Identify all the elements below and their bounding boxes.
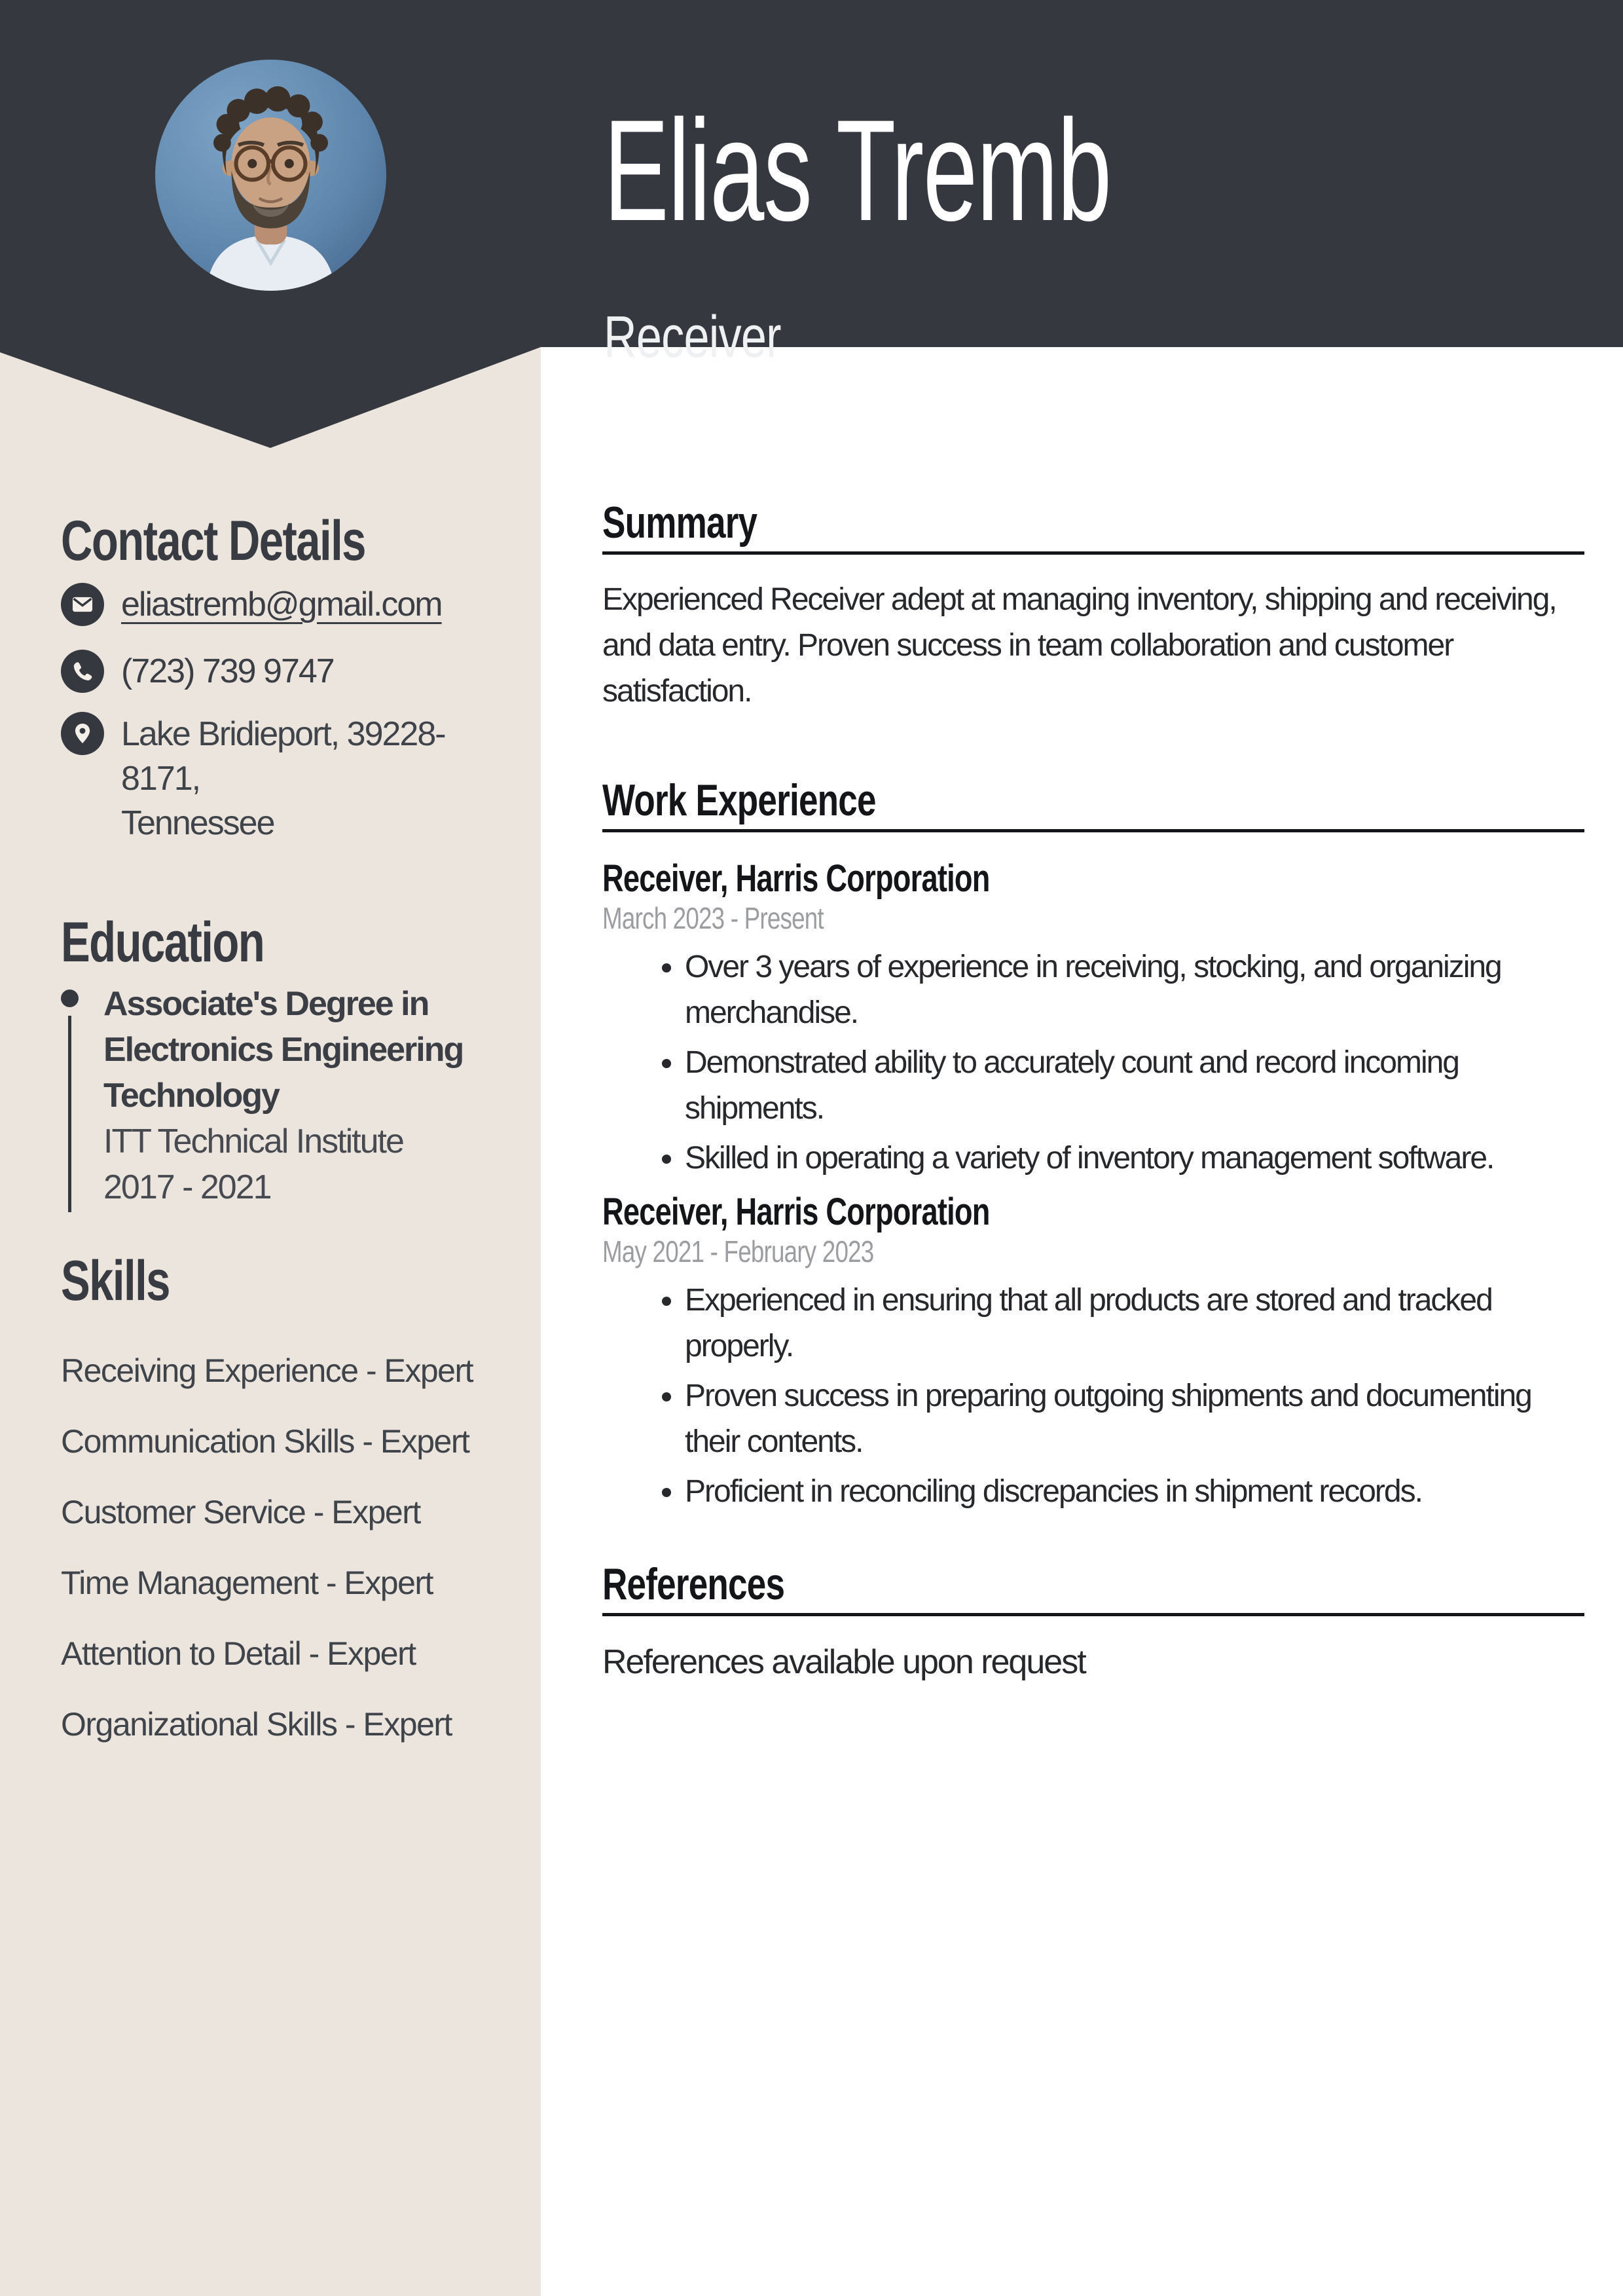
contact-rows xyxy=(61,583,505,845)
job-bullet: • Proven success in preparing outgoing shipments and documenting their contents. xyxy=(685,1373,1584,1465)
job-bullet: • Demonstrated ability to accurately count and record incoming shipments. xyxy=(685,1040,1584,1132)
job-entry xyxy=(602,857,1584,1181)
person-title: Receiver xyxy=(604,305,781,370)
person-name: Elias Tremb xyxy=(604,90,1111,251)
envelope-icon xyxy=(61,583,104,626)
skill-item: Receiving Experience - Expert xyxy=(61,1352,473,1389)
skills-list xyxy=(61,1354,505,1741)
skills-heading: Skills xyxy=(61,1250,170,1312)
sidebar xyxy=(0,0,541,1779)
contact-row-email xyxy=(61,583,505,626)
job-bullet: • Proficient in reconciling discrepancies in shipment records. xyxy=(685,1469,1584,1515)
location-line1: Lake Bridieport, 39228-8171, xyxy=(121,715,445,798)
education-degree: Associate's Degree in Electronics Engineering Technology xyxy=(103,985,464,1115)
education-school: ITT Technical Institute xyxy=(103,1122,403,1160)
education-item xyxy=(61,981,505,1210)
job-bullet-list xyxy=(602,1278,1584,1515)
timeline-marker xyxy=(61,981,103,1210)
phone-handset-icon xyxy=(61,650,104,693)
summary-heading: Summary xyxy=(602,500,1584,555)
job-title: Receiver, Harris Corporation xyxy=(602,1191,990,1233)
job-dates: May 2021 - February 2023 xyxy=(602,1234,874,1268)
skill-item: Customer Service - Expert xyxy=(61,1494,420,1530)
job-title: Receiver, Harris Corporation xyxy=(602,857,990,900)
skill-item: Communication Skills - Expert xyxy=(61,1423,469,1460)
job-bullet-list xyxy=(602,944,1584,1181)
timeline-dot-icon xyxy=(61,990,79,1007)
location-address xyxy=(121,712,505,845)
skill-item: Time Management - Expert xyxy=(61,1565,433,1601)
email-link[interactable]: eliastremb@gmail.com xyxy=(121,585,442,623)
contact-row-phone xyxy=(61,650,505,693)
skill-item: Organizational Skills - Expert xyxy=(61,1706,452,1743)
work-experience-heading: Work Experience xyxy=(602,778,1584,832)
job-bullet: • Skilled in operating a variety of inventory management software. xyxy=(685,1136,1584,1181)
contact-row-location xyxy=(61,712,505,845)
summary-text: Experienced Receiver adept at managing inventory, shipping and receiving, and data entry. Proven success in team collaboration and customer satisfaction. xyxy=(602,582,1556,709)
references-text: References available upon request xyxy=(602,1643,1085,1681)
job-dates: March 2023 - Present xyxy=(602,901,824,935)
skill-item: Attention to Detail - Expert xyxy=(61,1635,416,1672)
phone-number: (723) 739 9747 xyxy=(121,652,334,690)
contact-details-heading: Contact Details xyxy=(61,509,365,572)
job-entry xyxy=(602,1193,1584,1515)
timeline-line xyxy=(68,1016,71,1212)
references-heading: References xyxy=(602,1562,1584,1616)
main-column xyxy=(602,0,1584,1679)
education-heading: Education xyxy=(61,911,264,974)
location-line2: Tennessee xyxy=(121,804,274,842)
education-years: 2017 - 2021 xyxy=(103,1168,271,1206)
map-pin-icon xyxy=(61,712,104,755)
job-bullet: • Over 3 years of experience in receiving, stocking, and organizing merchandise. xyxy=(685,944,1584,1036)
job-bullet: • Experienced in ensuring that all products are stored and tracked properly. xyxy=(685,1278,1584,1369)
